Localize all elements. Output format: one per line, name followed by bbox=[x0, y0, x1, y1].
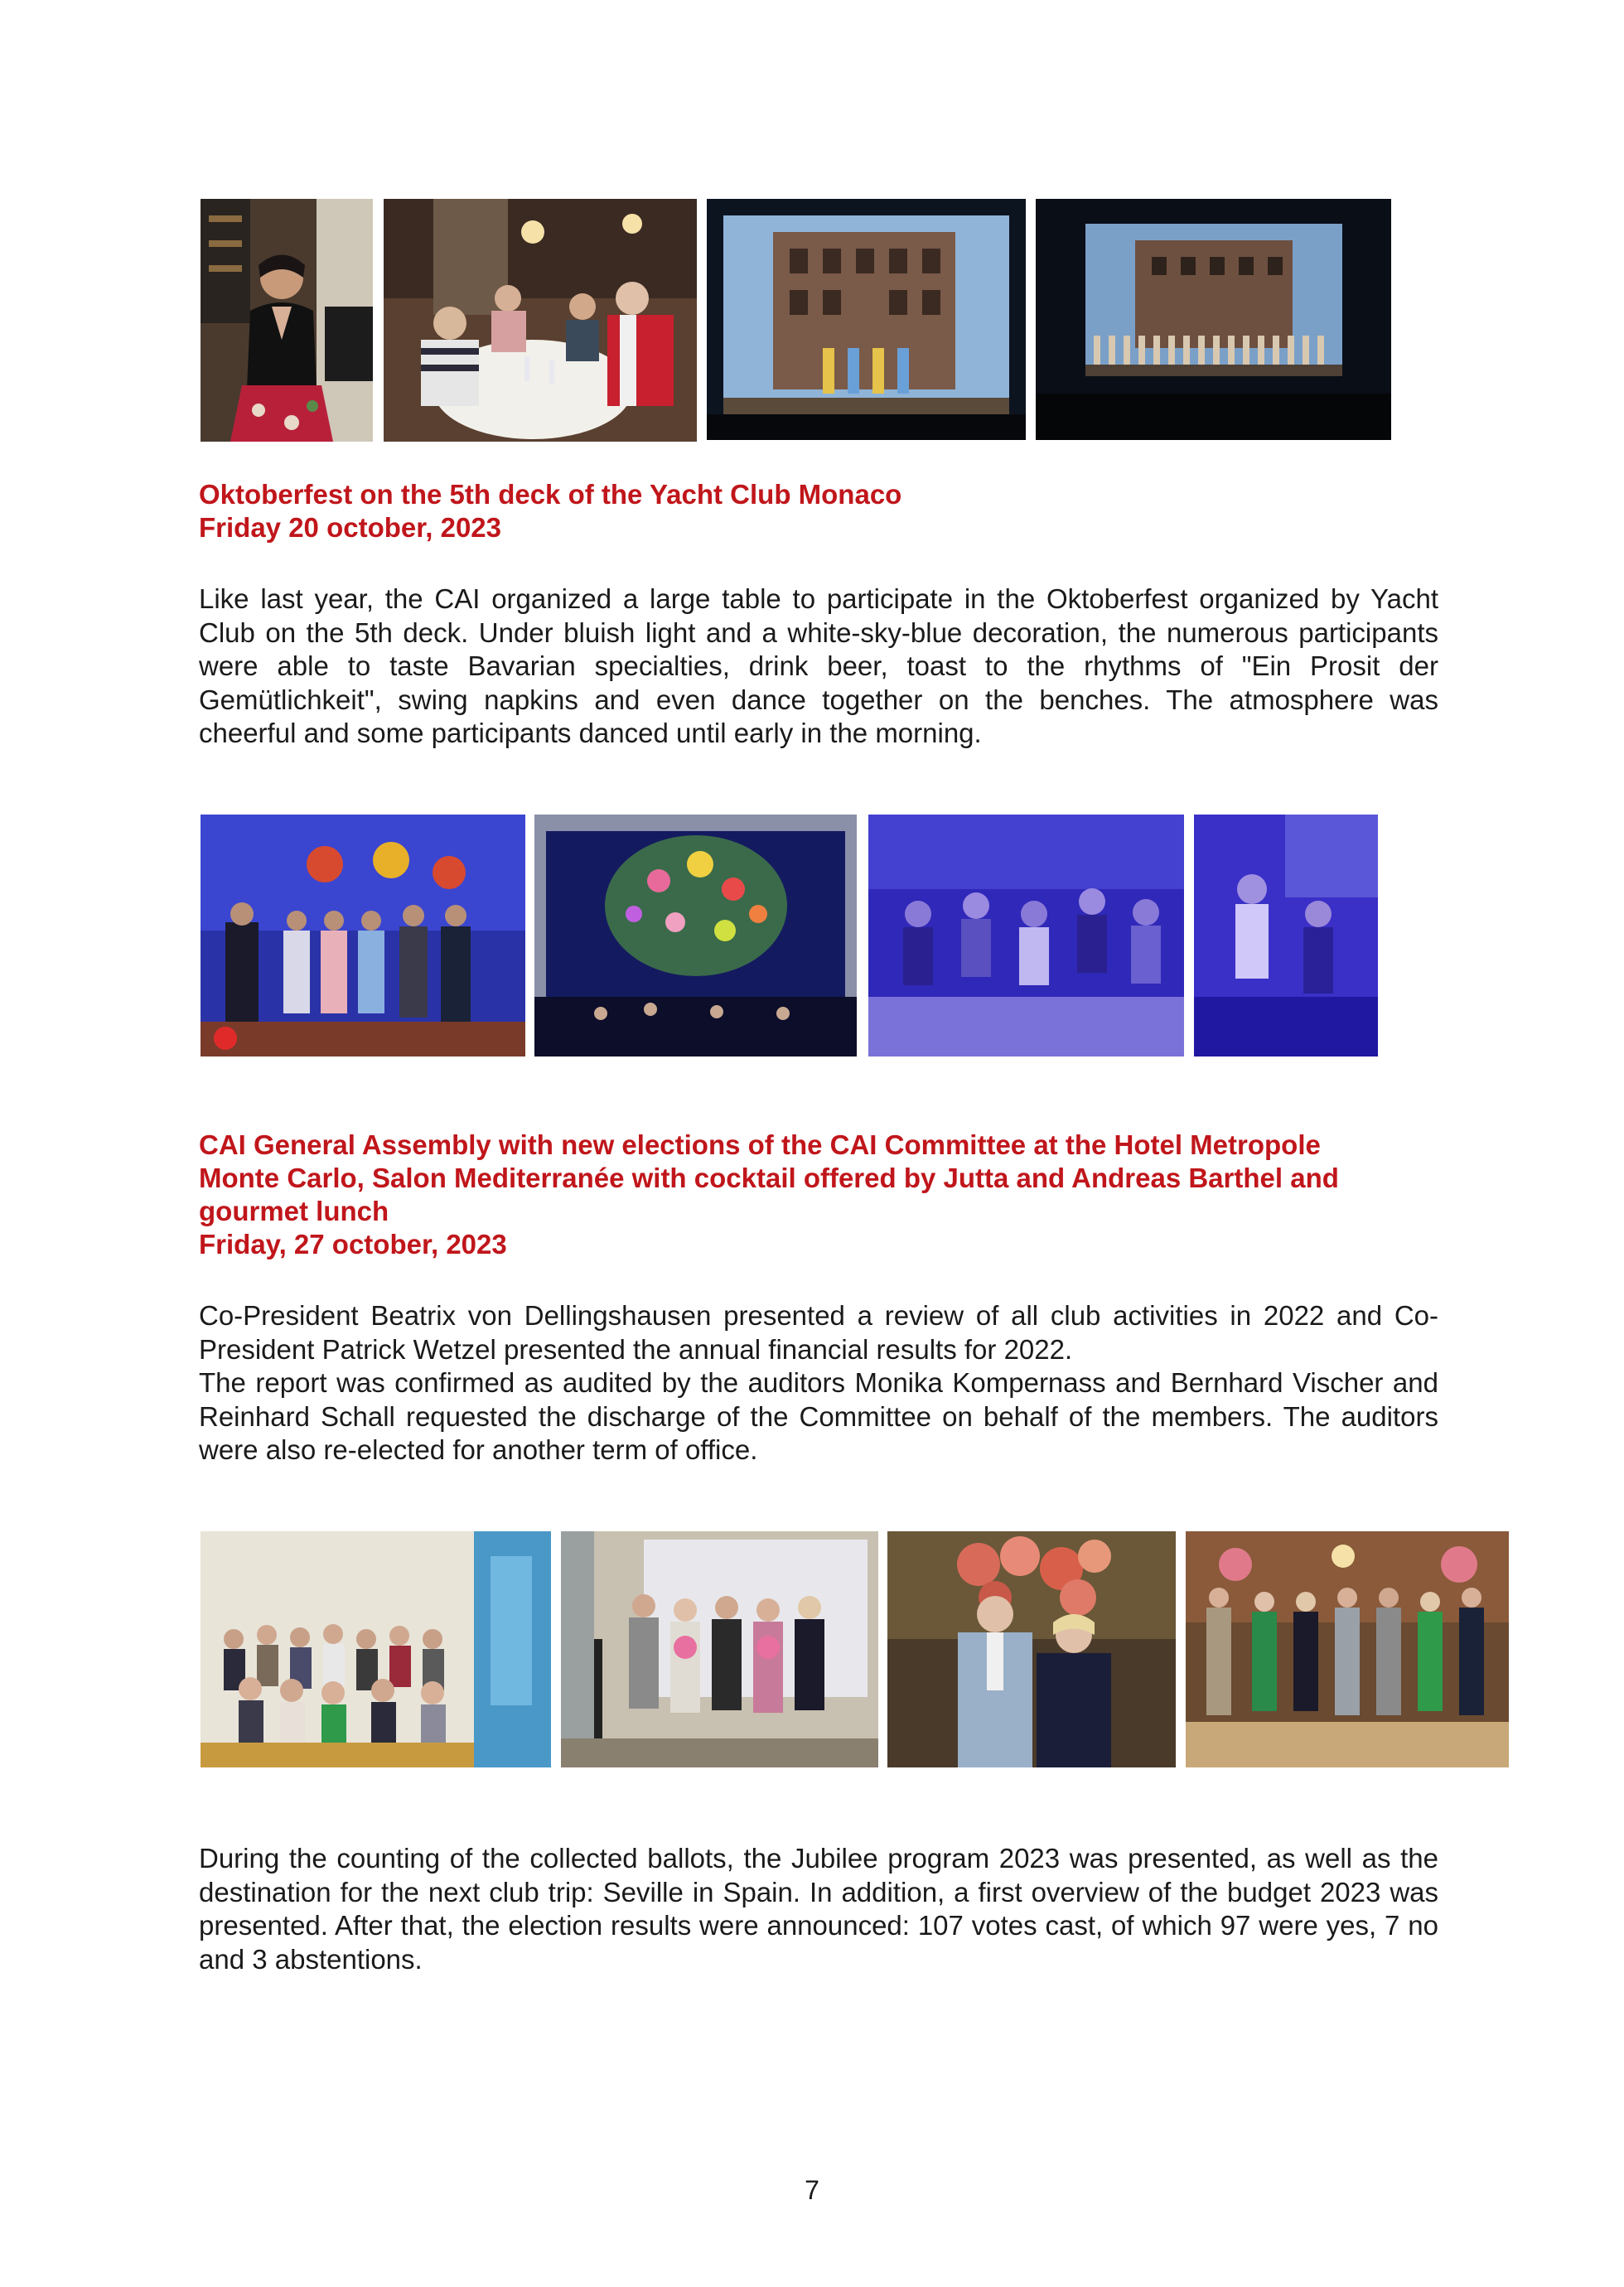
assembly-heading bbox=[199, 1129, 1442, 1261]
assembly-title-line-3: gourmet lunch bbox=[199, 1196, 389, 1226]
assembly-body-paragraph-1: Co-President Beatrix von Dellingshausen presented a review of all club activities in 2022 and Co-President Patrick Wetzel presented the annual financial results for 2022. bbox=[199, 1300, 1438, 1365]
assembly-body-paragraph-2: The report was confirmed as audited by the auditors Monika Kompernass and Bernhard Vischer and Reinhard Schall requested the discharge of the Committee on behalf of the members. The auditors were also re-elected for another term of office. bbox=[199, 1367, 1438, 1465]
gallery-1-photo-cast-bow bbox=[1036, 199, 1391, 440]
oktoberfest-body: Like last year, the CAI organized a large table to participate in the Oktoberfest organized by Yacht Club on the 5th deck. Under bluish light and a white-sky-blue decoration, the numerous participants were able to taste Bavarian specialties, drink beer, toast to the rhythms of "Ein Prosit der Gemütlichkeit", swing napkins and even dance together on the benches. The atmosphere was cheerful and some participants danced until early in the morning. bbox=[199, 583, 1438, 748]
assembly-title-line-1: CAI General Assembly with new elections of the CAI Committee at the Hotel Metropole bbox=[199, 1129, 1321, 1160]
gallery-3-photo-bouquet-presentation bbox=[561, 1531, 878, 1767]
gallery-3-photo-couple-flowers bbox=[887, 1531, 1176, 1767]
gallery-2-photo-bavarian-group bbox=[201, 815, 525, 1056]
gallery-3-photo-committee-group bbox=[1186, 1531, 1509, 1767]
gallery-3-photo-audience bbox=[201, 1531, 551, 1767]
oktoberfest-heading bbox=[199, 478, 1442, 544]
gallery-1-photo-theatre-stage bbox=[707, 199, 1026, 440]
assembly-date: Friday, 27 october, 2023 bbox=[199, 1229, 507, 1260]
results-body: During the counting of the collected ballots, the Jubilee program 2023 was presented, as well as the destination for the next club trip: Seville in Spain. In addition, a first overview of the budget 2023 was presented. After that, the election results were announced: 107 votes cast, of which 97 were yes, 7 no and 3 abstentions. bbox=[199, 1843, 1438, 1975]
page-number: 7 bbox=[805, 2175, 819, 2205]
oktoberfest-date: Friday 20 october, 2023 bbox=[199, 512, 502, 543]
assembly-title-line-2: Monte Carlo, Salon Mediterranée with cocktail offered by Jutta and Andreas Barthel and bbox=[199, 1163, 1339, 1193]
gallery-2-photo-dancing-crowd bbox=[868, 815, 1184, 1056]
gallery-2-photo-flower-chandelier bbox=[534, 815, 857, 1056]
gallery-1-photo-woman-bar bbox=[201, 199, 373, 442]
gallery-2-photo-bench-dancers bbox=[1194, 815, 1378, 1056]
gallery-1-photo-dinner-table bbox=[384, 199, 697, 442]
oktoberfest-title: Oktoberfest on the 5th deck of the Yacht Club Monaco bbox=[199, 479, 902, 510]
assembly-body bbox=[199, 1299, 1438, 1467]
